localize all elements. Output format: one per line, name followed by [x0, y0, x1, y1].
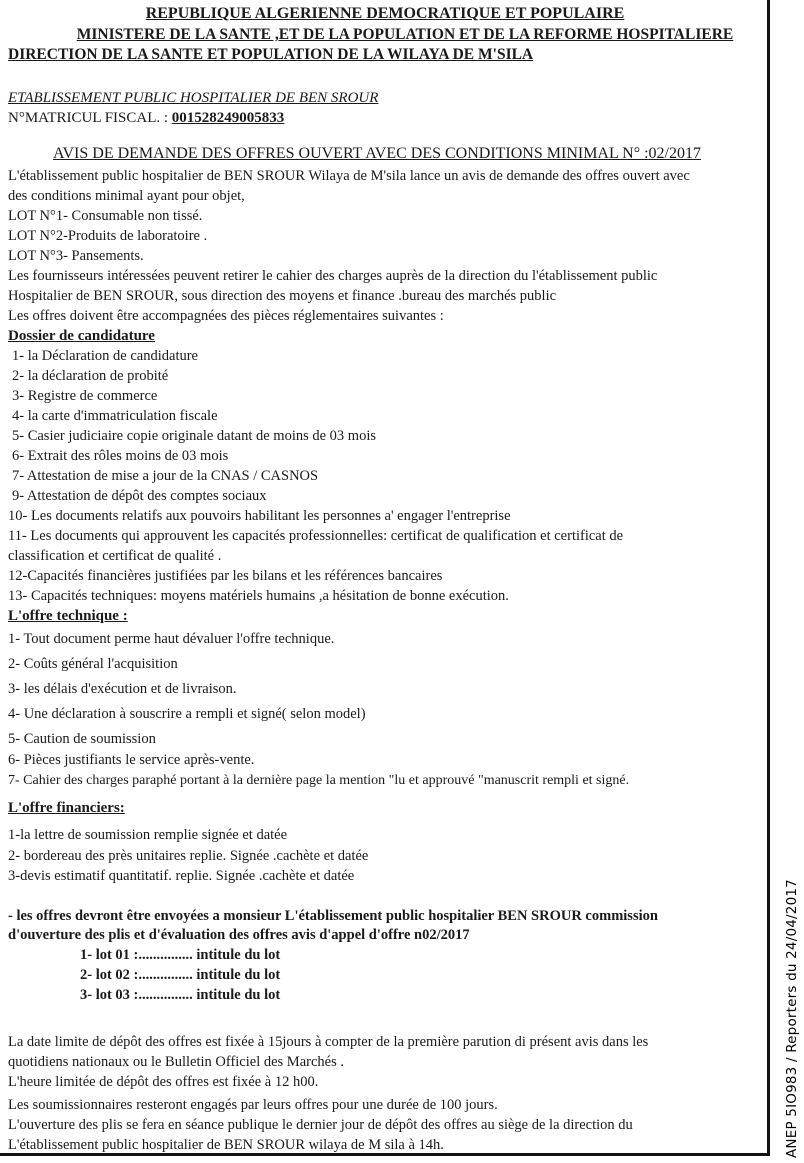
- technical-item: 4- Une déclaration à souscrire a rempli et signé( selon model): [8, 706, 366, 722]
- dossier-item: 9- Attestation de dépôt des comptes sociaux: [12, 488, 267, 504]
- dossier-item: 13- Capacités techniques: moyens matériels humains ,a hésitation de bonne exécution.: [8, 588, 509, 604]
- intro-line-2: des conditions minimal ayant pour objet,: [8, 188, 245, 204]
- lot-item: LOT N°3- Pansements.: [8, 248, 144, 264]
- fiscal-number-line: [8, 109, 284, 127]
- technical-item: 5- Caution de soumission: [8, 731, 156, 747]
- dossier-item: 11- Les documents qui approuvent les capacités professionnelles: certificat de qualification et certificat de: [8, 528, 624, 544]
- dossier-heading: Dossier de candidature: [8, 328, 155, 344]
- technical-item: 6- Pièces justifiants le service après-vente.: [8, 752, 255, 768]
- intro-line-1: L'établissement public hospitalier de BEN SROUR Wilaya de M'sila lance un avis de demande des offres ouvert avec: [8, 168, 690, 184]
- dossier-item: 3- Registre de commerce: [12, 388, 158, 404]
- withdrawal-line-2: Hospitalier de BEN SROUR, sous direction des moyens et finance .bureau des marchés public: [8, 288, 557, 304]
- sending-line-1: - les offres devront être envoyées a monsieur L'établissement public hospitalier BEN SROUR commission: [8, 908, 658, 924]
- dossier-item: classification et certificat de qualité .: [8, 548, 222, 564]
- withdrawal-line-1: Les fournisseurs intéressées peuvent retirer le cahier des charges auprès de la direction du l'établissement public: [8, 268, 658, 284]
- technical-item: 1- Tout document perme haut dévaluer l'offre technique.: [8, 631, 335, 647]
- notice-title: AVIS DE DEMANDE DES OFFRES OUVERT AVEC DES CONDITIONS MINIMAL N° :02/2017: [53, 145, 701, 162]
- technical-heading: L'offre technique :: [8, 608, 128, 624]
- lot-item: LOT N°1- Consumable non tissé.: [8, 208, 203, 224]
- technical-item: 2- Coûts général l'acquisition: [8, 656, 178, 672]
- side-caption: ANEP 5IO983 / Reporters du 24/04/2017: [784, 879, 800, 1158]
- fiscal-label: N°MATRICUL FISCAL. :: [8, 110, 172, 126]
- dossier-item: 5- Casier judiciaire copie originale datant de moins de 03 mois: [12, 428, 377, 444]
- closing-line: L'établissement public hospitalier de BEN SROUR wilaya de M sila à 14h.: [8, 1137, 444, 1153]
- sending-lot: 2- lot 02 :............... intitule du lot: [80, 967, 281, 983]
- technical-item: 7- Cahier des charges paraphé portant à la dernière page la mention "lu et approuvé "manuscrit rempli et signé.: [8, 773, 630, 788]
- closing-line: La date limite de dépôt des offres est fixée à 15jours à compter de la première parution di présent avis dans les: [8, 1034, 649, 1050]
- sending-line-2: d'ouverture des plis et d'évaluation des offres avis d'appel d'offre n02/2017: [8, 927, 470, 943]
- fiscal-number: 001528249005833: [171, 110, 285, 126]
- header-direction: DIRECTION DE LA SANTE ET POPULATION DE LA WILAYA DE M'SILA: [8, 46, 534, 63]
- dossier-item: 12-Capacités financières justifiées par les bilans et les références bancaires: [8, 568, 443, 584]
- financial-heading: L'offre financiers:: [8, 800, 125, 816]
- withdrawal-line-3: Les offres doivent être accompagnées des pièces réglementaires suivantes :: [8, 308, 444, 324]
- header-ministry: MINISTERE DE LA SANTE ,ET DE LA POPULATION ET DE LA REFORME HOSPITALIERE: [76, 26, 734, 43]
- dossier-item: 10- Les documents relatifs aux pouvoirs habilitant les personnes a' engager l'entreprise: [8, 508, 511, 524]
- closing-line: Les soumissionnaires resteront engagés par leurs offres pour une durée de 100 jours.: [8, 1097, 498, 1113]
- closing-line: quotidiens nationaux ou le Bulletin Officiel des Marchés .: [8, 1054, 344, 1070]
- dossier-item: 1- la Déclaration de candidature: [12, 348, 198, 364]
- sending-lot: 3- lot 03 :............... intitule du lot: [80, 987, 281, 1003]
- header-republic: REPUBLIQUE ALGERIENNE DEMOCRATIQUE ET POPULAIRE: [145, 5, 625, 22]
- dossier-item: 7- Attestation de mise a jour de la CNAS / CASNOS: [12, 468, 319, 484]
- closing-line: L'heure limitée de dépôt des offres est fixée à 12 h00.: [8, 1074, 319, 1090]
- establishment-name: ETABLISSEMENT PUBLIC HOSPITALIER DE BEN SROUR: [8, 90, 379, 106]
- financial-item: 3-devis estimatif quantitatif. replie. Signée .cachète et datée: [8, 868, 355, 884]
- dossier-item: 4- la carte d'immatriculation fiscale: [12, 408, 218, 424]
- dossier-item: 2- la déclaration de probité: [12, 368, 169, 384]
- financial-item: 1-la lettre de soumission remplie signée et datée: [8, 827, 288, 843]
- dossier-item: 6- Extrait des rôles moins de 03 mois: [12, 448, 229, 464]
- lot-item: LOT N°2-Produits de laboratoire .: [8, 228, 208, 244]
- sending-lot: 1- lot 01 :............... intitule du lot: [80, 947, 281, 963]
- closing-line: L'ouverture des plis se fera en séance publique le dernier jour de dépôt des offres au siège de la direction du: [8, 1117, 633, 1133]
- technical-item: 3- les délais d'exécution et de livraison.: [8, 681, 237, 697]
- financial-item: 2- bordereau des près unitaires replie. Signée .cachète et datée: [8, 848, 369, 864]
